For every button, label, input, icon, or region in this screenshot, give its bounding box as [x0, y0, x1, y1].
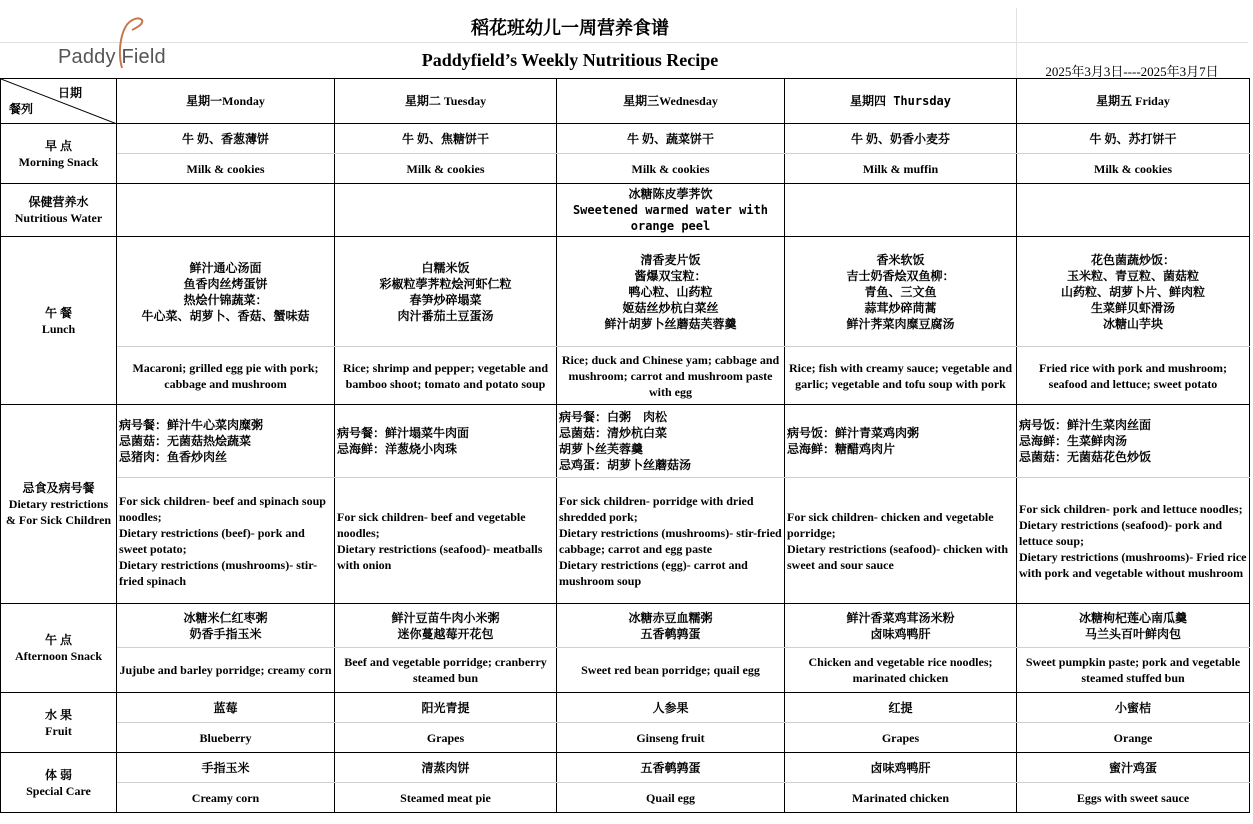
menu-cell: Milk & cookies: [557, 154, 785, 184]
menu-cell: For sick children- beef and spinach soup noodles; Dietary restrictions (beef)- pork and sweet potato; Dietary restrictions (mushrooms)- stir-fried spinach: [117, 478, 335, 604]
menu-cell: For sick children- porridge with dried shredded pork; Dietary restrictions (mushrooms)- stir-fried cabbage; carrot and egg paste Dietary restrictions (egg)- carrot and mushroom soup: [557, 478, 785, 604]
header-divider: [0, 42, 1248, 43]
menu-cell: 花色菌蔬炒饭： 玉米粒、青豆粒、菌菇粒 山药粒、胡萝卜片、鲜肉粒 生菜鲜贝虾滑汤 冰糖山芋块: [1017, 237, 1250, 347]
menu-cell: 冰糖米仁红枣粥 奶香手指玉米: [117, 604, 335, 648]
day-header: 星期四 Thursday: [785, 79, 1017, 124]
menu-cell: Marinated chicken: [785, 783, 1017, 813]
special-diet-row-cn: [1, 405, 1250, 478]
menu-cell: Ginseng fruit: [557, 723, 785, 753]
meal-label-water: [1, 184, 117, 237]
special-diet-row-en: [1, 478, 1250, 604]
menu-cell: 病号饭：鲜汁青菜鸡肉粥 忌海鲜：糖醋鸡肉片: [785, 405, 1017, 478]
afternoon-snack-row-cn: [1, 604, 1250, 648]
meal-label-special: [1, 405, 117, 604]
meal-label-fruit: [1, 693, 117, 753]
menu-cell: Grapes: [335, 723, 557, 753]
menu-cell: 五香鹌鹑蛋: [557, 753, 785, 783]
menu-cell: [117, 184, 335, 237]
meal-label-en: Special Care: [26, 783, 91, 798]
menu-cell: 蜜汁鸡蛋: [1017, 753, 1250, 783]
menu-cell: Chicken and vegetable rice noodles; marinated chicken: [785, 648, 1017, 693]
menu-cell: Beef and vegetable porridge; cranberry steamed bun: [335, 648, 557, 693]
menu-cell: Sweet pumpkin paste; pork and vegetable steamed stuffed bun: [1017, 648, 1250, 693]
meal-label-cn: 体 弱: [44, 767, 72, 782]
menu-cell: Fried rice with pork and mushroom; seafood and lettuce; sweet potato: [1017, 347, 1250, 405]
menu-cell: Macaroni; grilled egg pie with pork; cabbage and mushroom: [117, 347, 335, 405]
menu-cell: 牛 奶、香葱薄饼: [117, 124, 335, 154]
menu-cell: Orange: [1017, 723, 1250, 753]
menu-cell: 牛 奶、蔬菜饼干: [557, 124, 785, 154]
date-range: 2025年3月3日----2025年3月7日: [1045, 64, 1219, 79]
meal-label-en: Morning Snack: [18, 154, 99, 169]
menu-cell: For sick children- beef and vegetable noodles; Dietary restrictions (seafood)- meatballs with onion: [335, 478, 557, 604]
menu-cell: Blueberry: [117, 723, 335, 753]
menu-cell: 冰糖赤豆血糯粥 五香鹌鹑蛋: [557, 604, 785, 648]
fruit-row-en: [1, 723, 1250, 753]
menu-cell: 牛 奶、奶香小麦芬: [785, 124, 1017, 154]
menu-cell: 香米软饭 吉士奶香烩双鱼柳： 青鱼、三文鱼 蒜茸炒碎茼蒿 鲜汁荠菜肉糜豆腐汤: [785, 237, 1017, 347]
meal-label-morning: [1, 124, 117, 184]
menu-cell: 牛 奶、焦糖饼干: [335, 124, 557, 154]
menu-cell: 冰糖陈皮荸荠饮 Sweetened warmed water with orange peel: [557, 184, 785, 237]
meal-label-en: Lunch: [41, 321, 76, 336]
special-care-row-en: [1, 783, 1250, 813]
corner-cell: [1, 79, 117, 124]
fruit-row-cn: [1, 693, 1250, 723]
corner-meal-label: 餐列: [9, 102, 34, 116]
title-english: Paddyfield’s Weekly Nutritious Recipe: [421, 50, 719, 70]
meal-label-lunch: [1, 237, 117, 405]
menu-cell: 病号餐：鲜汁塌菜牛肉面 忌海鲜：洋葱烧小肉珠: [335, 405, 557, 478]
menu-cell: 清香麦片饭 酱爆双宝粒： 鸭心粒、山药粒 姬菇丝炒杭白菜丝 鲜汁胡萝卜丝蘑菇芙蓉羹: [557, 237, 785, 347]
menu-cell: 牛 奶、苏打饼干: [1017, 124, 1250, 154]
morning-snack-row-cn: [1, 124, 1250, 154]
meal-label-cn: 午 餐: [44, 305, 72, 320]
corner-date-label: 日期: [57, 86, 82, 100]
meal-label-cn: 忌食及病号餐: [22, 481, 95, 495]
menu-cell: 人参果: [557, 693, 785, 723]
menu-cell: Rice; shrimp and pepper; vegetable and bamboo shoot; tomato and potato soup: [335, 347, 557, 405]
menu-cell: Sweet red bean porridge; quail egg: [557, 648, 785, 693]
menu-cell: 清蒸肉饼: [335, 753, 557, 783]
menu-cell: 卤味鸡鸭肝: [785, 753, 1017, 783]
menu-cell: 小蜜桔: [1017, 693, 1250, 723]
meal-label-afternoon: [1, 604, 117, 693]
title-chinese: 稻花班幼儿一周营养食谱: [471, 18, 669, 38]
special-care-row-cn: [1, 753, 1250, 783]
day-header: 星期二 Tuesday: [335, 79, 557, 124]
afternoon-snack-row-en: [1, 648, 1250, 693]
day-header: 星期一Monday: [117, 79, 335, 124]
menu-cell: For sick children- pork and lettuce noodles; Dietary restrictions (seafood)- pork and lettuce soup; Dietary restrictions (mushrooms)- Fried rice with pork and vegetable without mushroom: [1017, 478, 1250, 604]
menu-cell: 病号餐：白粥 肉松 忌菌菇：清炒杭白菜 胡萝卜丝芙蓉羹 忌鸡蛋：胡萝卜丝蘑菇汤: [557, 405, 785, 478]
menu-cell: Creamy corn: [117, 783, 335, 813]
logo-text: Paddy Field: [58, 46, 166, 68]
menu-cell: Steamed meat pie: [335, 783, 557, 813]
menu-cell: 蓝莓: [117, 693, 335, 723]
menu-cell: For sick children- chicken and vegetable porridge; Dietary restrictions (seafood)- chicken with sweet and sour sauce: [785, 478, 1017, 604]
day-header: 星期三Wednesday: [557, 79, 785, 124]
menu-cell: Milk & muffin: [785, 154, 1017, 184]
lunch-row-cn: [1, 237, 1250, 347]
meal-label-en: Dietary restrictions & For Sick Children: [5, 497, 112, 527]
meal-label-cn: 午 点: [44, 633, 72, 647]
menu-cell: 冰糖枸杞莲心南瓜羹 马兰头百叶鲜肉包: [1017, 604, 1250, 648]
menu-cell: Rice; fish with creamy sauce; vegetable and garlic; vegetable and tofu soup with pork: [785, 347, 1017, 405]
meal-label-en: Nutritious Water: [14, 211, 103, 225]
menu-cell: 病号餐：鲜汁牛心菜肉糜粥 忌菌菇：无菌菇热烩蔬菜 忌猪肉：鱼香炒肉丝: [117, 405, 335, 478]
menu-cell: 鲜汁豆苗牛肉小米粥 迷你蔓越莓开花包: [335, 604, 557, 648]
meal-label-cn: 早 点: [44, 138, 72, 153]
meal-label-care: [1, 753, 117, 813]
menu-cell: Grapes: [785, 723, 1017, 753]
nutritious-water-row: [1, 184, 1250, 237]
meal-label-cn: 保健营养水: [28, 195, 89, 209]
weekly-menu-table: [0, 78, 1250, 813]
menu-cell: [1017, 184, 1250, 237]
menu-cell: Milk & cookies: [335, 154, 557, 184]
menu-cell: Milk & cookies: [117, 154, 335, 184]
menu-cell: 病号饭：鲜汁生菜肉丝面 忌海鲜：生菜鲜肉汤 忌菌菇：无菌菇花色炒饭: [1017, 405, 1250, 478]
day-header: 星期五 Friday: [1017, 79, 1250, 124]
menu-cell: 手指玉米: [117, 753, 335, 783]
menu-cell: Quail egg: [557, 783, 785, 813]
menu-cell: Jujube and barley porridge; creamy corn: [117, 648, 335, 693]
menu-cell: [785, 184, 1017, 237]
menu-cell: 鲜汁通心汤面 鱼香肉丝烤蛋饼 热烩什锦蔬菜： 牛心菜、胡萝卜、香菇、蟹味菇: [117, 237, 335, 347]
header-row: [1, 79, 1250, 124]
menu-cell: [335, 184, 557, 237]
meal-label-en: Afternoon Snack: [14, 649, 102, 663]
menu-cell: Eggs with sweet sauce: [1017, 783, 1250, 813]
meal-label-cn: 水 果: [44, 707, 72, 722]
menu-cell: Rice; duck and Chinese yam; cabbage and mushroom; carrot and mushroom paste with egg: [557, 347, 785, 405]
meal-label-en: Fruit: [45, 723, 72, 738]
menu-cell: Milk & cookies: [1017, 154, 1250, 184]
menu-cell: 鲜汁香菜鸡茸汤米粉 卤味鸡鸭肝: [785, 604, 1017, 648]
menu-cell: 红提: [785, 693, 1017, 723]
menu-cell: 白糯米饭 彩椒粒荸荠粒烩河虾仁粒 春笋炒碎塌菜 肉汁番茄土豆蛋汤: [335, 237, 557, 347]
lunch-row-en: [1, 347, 1250, 405]
menu-cell: 阳光青提: [335, 693, 557, 723]
morning-snack-row-en: [1, 154, 1250, 184]
